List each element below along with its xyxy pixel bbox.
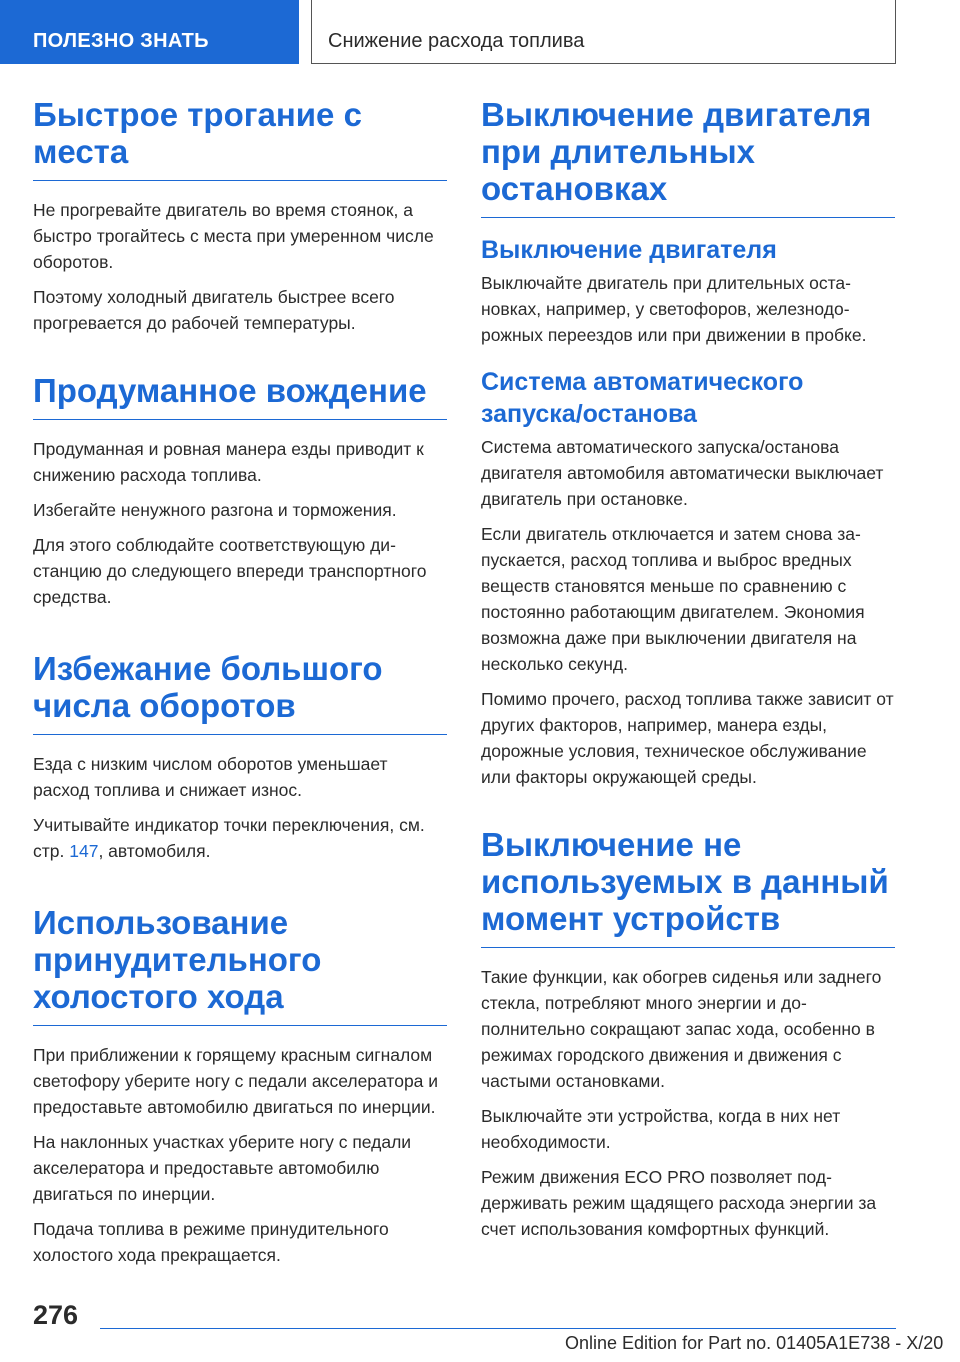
section-engine-off <box>481 96 895 790</box>
paragraph: Если двигатель отключается и затем снова запускается, расход топлива и выброс вредных веществ становятся меньше по сравнению с постоянно работающим двигателем. Экономия возможна даже при выключении двигателя на несколько секунд. <box>481 524 865 674</box>
paragraph <box>33 812 447 864</box>
section-title: Выключение не используемых в данный момент устройств <box>481 826 895 948</box>
section-title: Выключение двигателя при длительных остановках <box>481 96 895 218</box>
paragraph: На наклонных участках уберите ногу с педали акселератора и предоставьте автомобилю двигаться по инерции. <box>33 1132 412 1204</box>
paragraph: Не прогревайте двигатель во время стоянок, а быстро трогайтесь с места при умеренном числе оборотов. <box>33 200 434 272</box>
paragraph: Режим движения ECO PRO позволяет поддерживать режим щадящего расхода энергии за счет использования комфортных функций. <box>481 1167 877 1239</box>
section-title: Избежание большого числа оборотов <box>33 650 447 735</box>
section-thoughtful-driving <box>33 372 447 610</box>
paragraph: Для этого соблюдайте соответствующую дистанцию до следующего впереди транспортного средства. <box>33 535 427 607</box>
section-coasting <box>33 904 447 1268</box>
section-quick-start <box>33 96 447 336</box>
paragraph: При приближении к горящему красным сигналом светофору уберите ногу с педали акселератора и предоставьте автомобилю двигаться по инерции. <box>33 1045 439 1117</box>
paragraph: Выключайте двигатель при длительных остановках, например, у светофоров, железнодорожных переездов или при движении в пробке. <box>481 273 867 345</box>
paragraph: Такие функции, как обогрев сиденья или заднего стекла, потребляют много энергии и дополнительно сокращают запас хода, особенно в режимах городского движения и движения с частыми остановками. <box>481 967 882 1091</box>
subsection-title: Система автоматического запуска/останова <box>481 368 804 428</box>
right-column <box>481 96 895 1282</box>
page-number: 276 <box>33 1300 79 1330</box>
section-unused-devices <box>481 826 895 1242</box>
paragraph: Избегайте ненужного разгона и торможения. <box>33 500 397 520</box>
section-tab: ПОЛЕЗНО ЗНАТЬ <box>0 0 299 64</box>
subsection-title: Выключение двигателя <box>481 236 777 264</box>
page-reference-link[interactable]: 147 <box>69 841 99 861</box>
section-title: Продуманное вождение <box>33 372 447 420</box>
paragraph: Помимо прочего, расход топлива также зависит от других факторов, например, манера езды, дорожные условия, техническое обслуживание или факторы окружающей среды. <box>481 689 894 787</box>
paragraph: Продуманная и ровная манера езды приводит к снижению расхода топлива. <box>33 439 424 485</box>
subsection-auto-start-stop <box>481 366 895 790</box>
paragraph: Поэтому холодный двигатель быстрее всего прогревается до рабочей температуры. <box>33 287 395 333</box>
footer-divider <box>100 1328 896 1329</box>
section-title: Использование принудительного холостого хода <box>33 904 447 1026</box>
section-title: Быстрое трогание с места <box>33 96 447 181</box>
paragraph: Система автоматического запуска/останова двигателя автомобиля автоматически выключает двигатель при остановке. <box>481 437 884 509</box>
chapter-title: Снижение расхода топлива <box>311 0 896 64</box>
footer-edition: Online Edition for Part no. 01405A1E738 - X/20 <box>565 1333 944 1353</box>
subsection-engine-off <box>481 234 895 348</box>
paragraph-text: Учитывайте индикатор точки переключения, см. стр. <box>33 815 425 861</box>
paragraph-text: , автомобиля. <box>98 841 211 861</box>
left-column <box>33 96 447 1308</box>
paragraph: Езда с низким числом оборотов уменьшает расход топлива и снижает износ. <box>33 754 388 800</box>
section-avoid-high-rpm <box>33 650 447 864</box>
paragraph: Выключайте эти устройства, когда в них нет необходимости. <box>481 1106 841 1152</box>
paragraph: Подача топлива в режиме принудительного холостого хода прекращается. <box>33 1219 389 1265</box>
